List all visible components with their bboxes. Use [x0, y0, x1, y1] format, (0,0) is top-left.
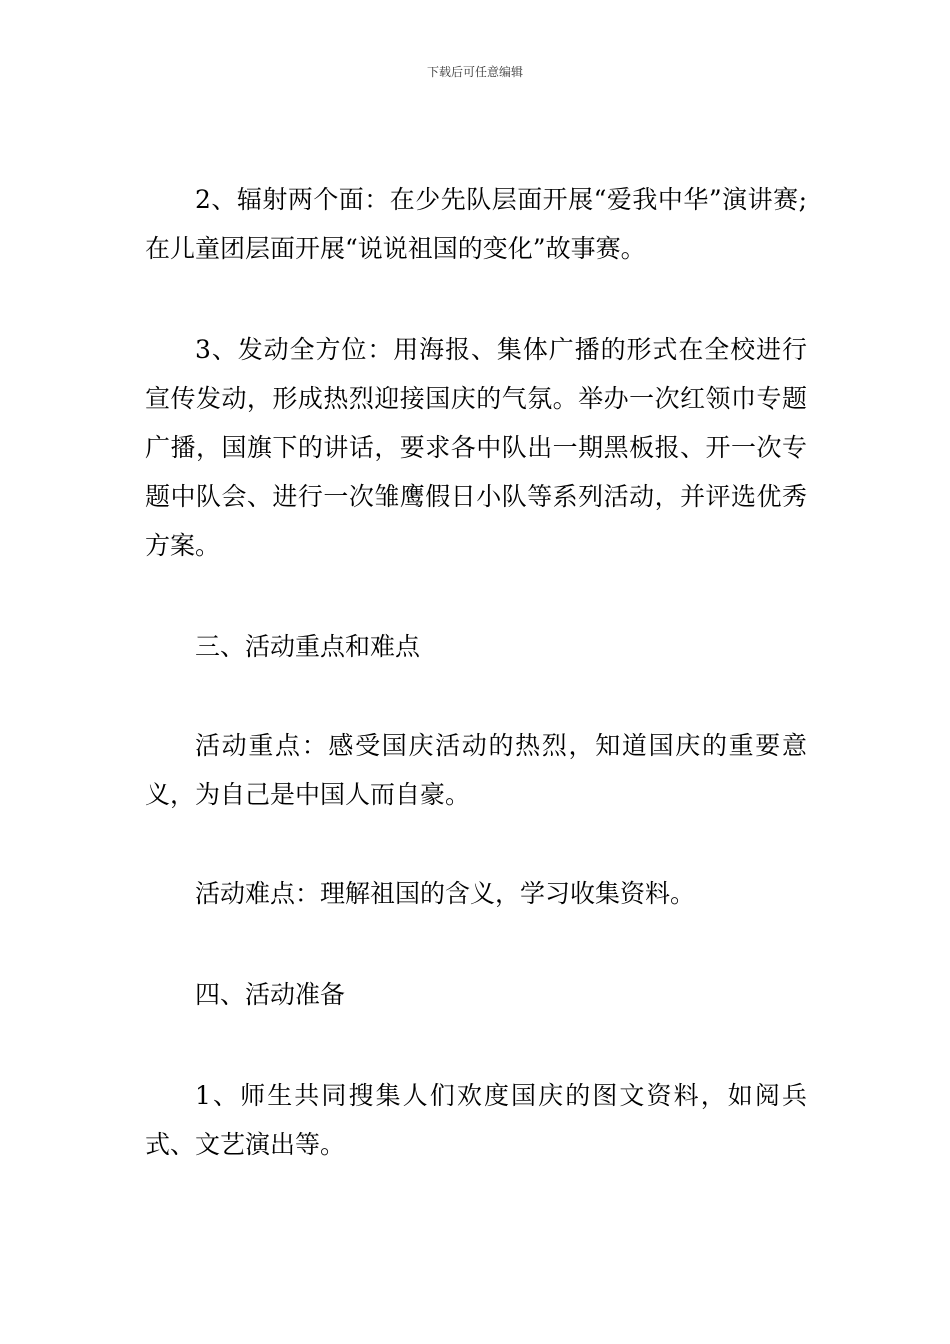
section-heading-activity-preparation: 四、活动准备 — [195, 980, 346, 1009]
paragraph-radiate-two-levels: 2、辐射两个面：在少先队层面开展“爱我中华”演讲赛;在儿童团层面开展“说说祖国的变化”故事赛。 — [145, 185, 807, 263]
page-header: 下载后可任意编辑 — [426, 65, 523, 79]
paragraph-difficult-point: 活动难点：理解祖国的含义，学习收集资料。 — [195, 879, 696, 908]
document-body — [145, 175, 807, 1169]
paragraph-preparation-item-1: 1、师生共同搜集人们欢度国庆的图文资料，如阅兵式、文艺演出等。 — [145, 1081, 807, 1159]
section-heading-key-and-difficult-points: 三、活动重点和难点 — [195, 632, 421, 661]
paragraph-key-point: 活动重点：感受国庆活动的热烈，知道国庆的重要意义，为自己是中国人而自豪。 — [145, 731, 807, 809]
paragraph-mobilize-all-directions: 3、发动全方位：用海报、集体广播的形式在全校进行宣传发动，形成热烈迎接国庆的气氛。举办一次红领巾专题广播，国旗下的讲话，要求各中队出一期黑板报、开一次专题中队会、进行一次雏鹰假日小队等系列活动，并评选优秀方案。 — [145, 335, 807, 560]
